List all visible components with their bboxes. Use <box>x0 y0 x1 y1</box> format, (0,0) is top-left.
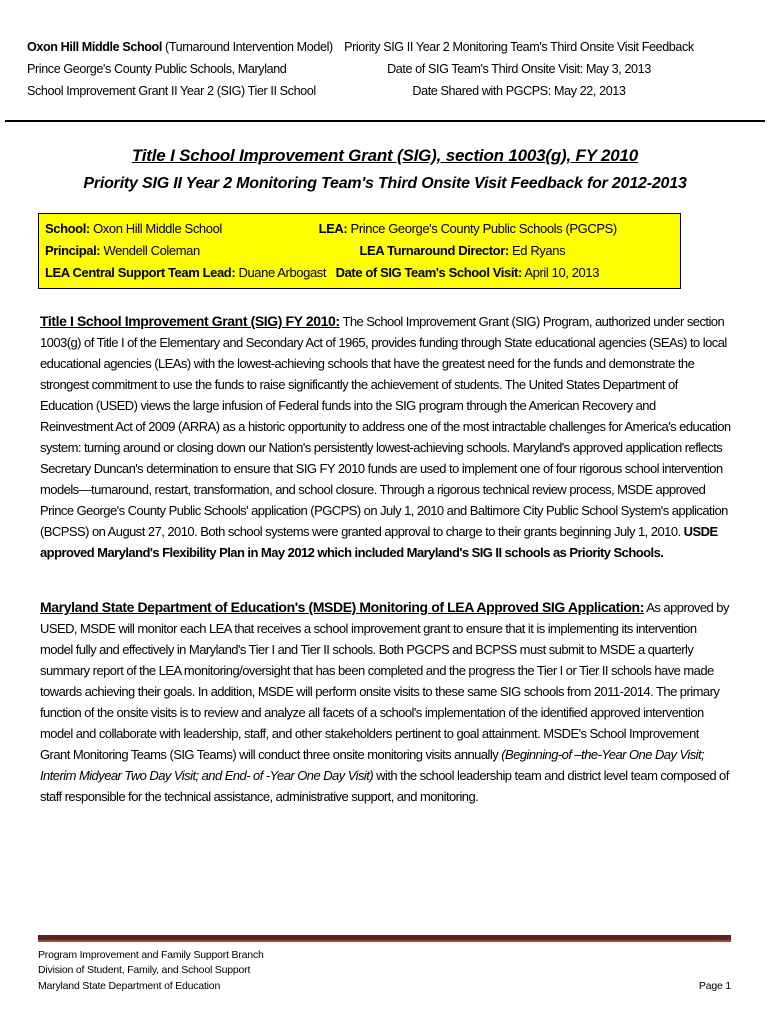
principal-cell <box>45 243 200 258</box>
section-sig-overview-heading: Title I School Improvement Grant (SIG) FY 2010: <box>40 313 340 329</box>
section-msde-monitoring-heading: Maryland State Department of Education's (MSDE) Monitoring of LEA Approved SIG Application: <box>40 599 644 615</box>
header-grant-line: School Improvement Grant II Year 2 (SIG) Tier II School <box>27 84 316 98</box>
section-msde-monitoring <box>40 597 731 807</box>
footer-branch-line: Program Improvement and Family Support Branch <box>38 948 264 961</box>
section-sig-overview <box>40 311 731 563</box>
school-name: Oxon Hill Middle School <box>27 40 162 54</box>
school-cell <box>45 221 222 236</box>
turnaround-director-value: Ed Ryans <box>508 243 566 258</box>
footer-divider-bar <box>38 935 731 942</box>
section-sig-overview-bold-tail: USDE approved Maryland's Flexibility Plan in May 2012 which included Maryland's SIG II schools as Priority Schools. <box>40 524 718 560</box>
school-visit-date-label: Date of SIG Team's School Visit: <box>335 265 522 280</box>
header-shared-date-line: Date Shared with PGCPS: May 22, 2013 <box>412 84 626 98</box>
header-right-column <box>341 36 698 102</box>
intervention-model-label: (Turnaround Intervention Model) <box>161 40 333 54</box>
school-visit-date-value: April 10, 2013 <box>521 265 600 280</box>
school-info-table <box>38 213 681 289</box>
page-number: Page 1 <box>698 979 731 992</box>
school-label: School: <box>45 221 90 236</box>
principal-value: Wendell Coleman <box>100 243 200 258</box>
principal-label: Principal: <box>45 243 101 258</box>
info-row-principal-director <box>45 240 674 262</box>
info-row-lead-visitdate <box>45 262 674 284</box>
footer-division-line: Division of Student, Family, and School Support <box>38 964 251 976</box>
section-sig-overview-body: The School Improvement Grant (SIG) Program, authorized under section 1003(g) of Title I of the Elementary and Secondary Act of 1965, provides funding through State educational agencies (SEAs) to local educational agencies (LEAs) with the lowest-achieving schools that have the greatest need for the funds and demonstrate the strongest commitment to use the funds to raise significantly the achievement of students. The United States Department of Education (USED) views the large infusion of Federal funds into the SIG program through the American Recovery and Reinvestment Act of 2009 (ARRA) as a historic opportunity to address one of the most intractable challenges for America's education system: turning around or closing down our Nation's persistently lowest-achieving schools. Maryland's approved application reflects Secretary Duncan's determination to ensure that SIG FY 2010 funds are used to implement one of four rigorous school intervention models—turnaround, restart, transformation, and school closure. Through a rigorous technical review process, MSDE approved Prince George's County Public Schools' application (PGCPS) on July 1, 2010 and Baltimore City Public School System's application (BCPSS) on August 27, 2010. Both school systems were granted approval to charge to their grants beginning July 1, 2010. <box>40 314 731 539</box>
lea-label: LEA: <box>318 221 348 236</box>
support-team-lead-value: Duane Arbogast <box>235 265 327 280</box>
section-msde-monitoring-italic: (Beginning-of –the-Year One Day Visit; Interim Midyear Two Day Visit; and End- of -Year One Day Visit) <box>40 747 705 783</box>
title-line-1: Title I School Improvement Grant (SIG), section 1003(g), FY 2010 <box>131 146 639 165</box>
header-district-line: Prince George's County Public Schools, Maryland <box>27 62 287 76</box>
info-row-school-lea <box>45 218 674 240</box>
footer-text-block <box>38 948 731 995</box>
section-msde-monitoring-body: As approved by USED, MSDE will monitor each LEA that receives a school improvement grant to ensure that it is implementing its intervention model fully and effectively in Maryland's Tier I and Tier II schools. Both PGCPS and BCPSS must submit to MSDE a quarterly summary report of the LEA monitoring/oversight that has been completed and the progress the Tier I or Tier II schools have made towards achieving their goals. In addition, MSDE will perform onsite visits to these same SIG schools from 2011-2014. The primary function of the onsite visits is to review and analyze all facets of a school's implementation of the identified approved intervention model and collaborate with leadership, staff, and other stakeholders pertinent to goal attainment. MSDE's School Improvement Grant Monitoring Teams (SIG Teams) will conduct three onsite monitoring visits annually <box>40 600 729 762</box>
footer-department-line: Maryland State Department of Education <box>38 979 221 992</box>
support-team-lead-cell <box>45 265 326 280</box>
turnaround-director-label: LEA Turnaround Director: <box>359 243 509 258</box>
footer-last-line <box>38 979 731 995</box>
lea-value: Prince George's County Public Schools (PGCPS) <box>347 221 617 236</box>
support-team-lead-label: LEA Central Support Team Lead: <box>45 265 236 280</box>
title-line-2: Priority SIG II Year 2 Monitoring Team's Third Onsite Visit Feedback for 2012-2013 <box>83 175 687 192</box>
document-header <box>27 36 740 102</box>
header-feedback-line: Priority SIG II Year 2 Monitoring Team's Third Onsite Visit Feedback <box>344 40 694 54</box>
school-visit-date-cell <box>336 262 599 284</box>
document-title <box>50 146 720 193</box>
header-divider-line <box>5 120 765 122</box>
turnaround-director-cell <box>360 240 566 262</box>
header-left-column <box>27 36 341 102</box>
section-msde-monitoring-tail: with the school leadership team and district level team composed of staff responsible for the technical assistance, administrative support, and monitoring. <box>40 768 729 804</box>
lea-cell <box>319 218 617 240</box>
header-school-line <box>27 36 341 58</box>
header-visit-date-line: Date of SIG Team's Third Onsite Visit: May 3, 2013 <box>387 62 651 76</box>
school-value: Oxon Hill Middle School <box>89 221 222 236</box>
document-footer <box>38 935 731 995</box>
